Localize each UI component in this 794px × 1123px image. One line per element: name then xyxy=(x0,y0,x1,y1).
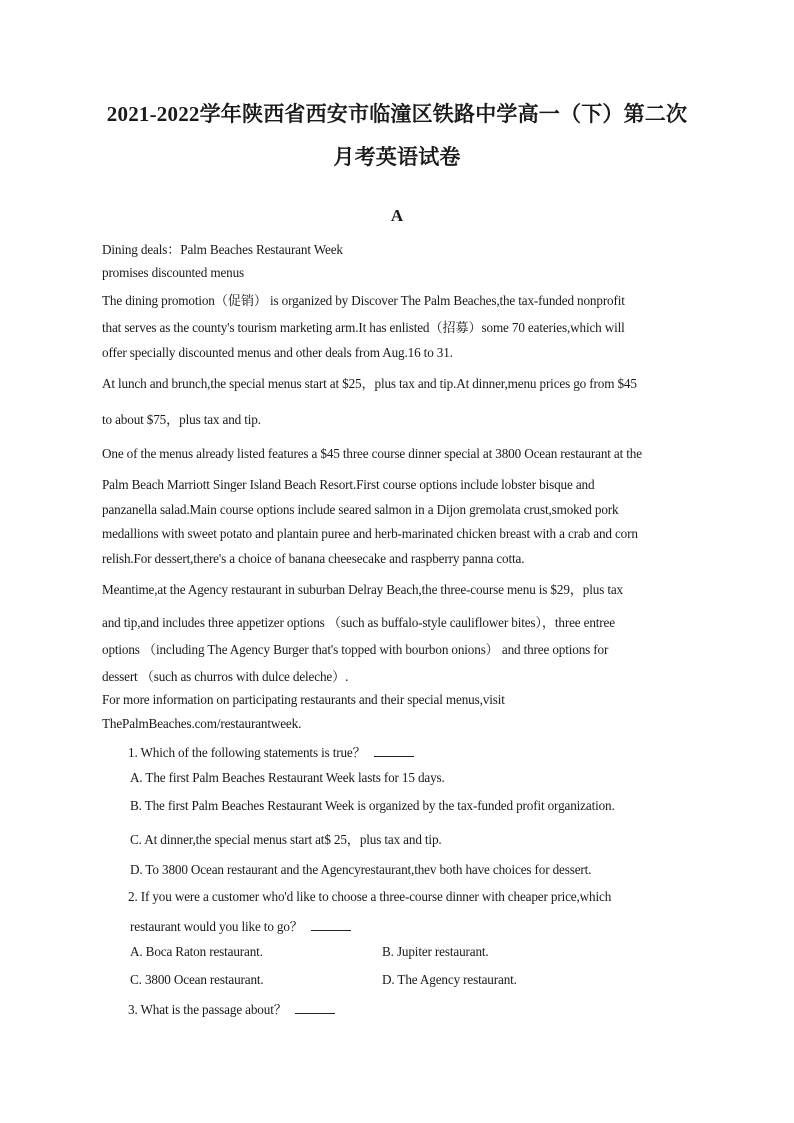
passage-line: to about $75，plus tax and tip. xyxy=(102,412,261,427)
option-b: B. Jupiter restaurant. xyxy=(382,944,489,959)
passage-line: options （including The Agency Burger that's topped with bourbon onions） and three options for xyxy=(102,642,609,657)
option-d: D. To 3800 Ocean restaurant and the Agencyrestaurant,thev both have choices for dessert. xyxy=(130,862,592,877)
passage-subheadline: promises discounted menus xyxy=(102,265,245,280)
question-stem: 2. If you were a customer who'd like to choose a three-course dinner with cheaper price,which xyxy=(128,889,612,904)
option-a: A. Boca Raton restaurant. xyxy=(130,944,263,959)
answer-blank[interactable] xyxy=(374,745,414,757)
answer-blank[interactable] xyxy=(295,1002,335,1014)
answer-blank[interactable] xyxy=(311,919,351,931)
passage-line: medallions with sweet potato and plantain puree and herb-marinated chicken breast with a crab and corn xyxy=(102,526,638,541)
passage-line: One of the menus already listed features a $45 three course dinner special at 3800 Ocean restaurant at the xyxy=(102,446,642,461)
passage-line: dessert （such as churros with dulce deleche）. xyxy=(102,669,349,684)
question-stem xyxy=(128,742,414,761)
passage-line: For more information on participating restaurants and their special menus,visit xyxy=(102,692,505,707)
passage-line: Meantime,at the Agency restaurant in suburban Delray Beach,the three-course menu is $29，plus tax xyxy=(102,582,623,597)
passage-line: that serves as the county's tourism marketing arm.It has enlisted（招募）some 70 eateries,which will xyxy=(102,320,625,335)
passage-line: Palm Beach Marriott Singer Island Beach Resort.First course options include lobster bisque and xyxy=(102,477,595,492)
option-d: D. The Agency restaurant. xyxy=(382,972,517,987)
exam-title-line-1: 2021-2022学年陕西省西安市临潼区铁路中学高一（下）第二次 xyxy=(106,102,688,126)
question-text: restaurant would you like to go？ xyxy=(130,919,303,934)
section-heading: A xyxy=(390,206,404,225)
passage-link-text: ThePalmBeaches.com/restaurantweek. xyxy=(102,716,302,731)
option-c: C. At dinner,the special menus start at$ 25，plus tax and tip. xyxy=(130,832,442,847)
passage-line: panzanella salad.Main course options include seared salmon in a Dijon gremolata crust,smoked pork xyxy=(102,502,619,517)
passage-line: The dining promotion（促销） is organized by Discover The Palm Beaches,the tax-funded nonprofit xyxy=(102,293,625,308)
passage-line: At lunch and brunch,the special menus start at $25，plus tax and tip.At dinner,menu prices go from $45 xyxy=(102,376,637,391)
option-c: C. 3800 Ocean restaurant. xyxy=(130,972,264,987)
exam-title-line-2: 月考英语试卷 xyxy=(333,145,461,169)
passage-line: and tip,and includes three appetizer options （such as buffalo-style cauliflower bites），three entree xyxy=(102,615,615,630)
question-stem-continued xyxy=(130,916,351,935)
passage-line: offer specially discounted menus and other deals from Aug.16 to 31. xyxy=(102,345,453,360)
passage-line: relish.For dessert,there's a choice of banana cheesecake and raspberry panna cotta. xyxy=(102,551,525,566)
option-b: B. The first Palm Beaches Restaurant Week is organized by the tax-funded profit organization. xyxy=(130,798,615,813)
question-text: 1. Which of the following statements is true？ xyxy=(128,745,366,760)
question-stem xyxy=(128,999,335,1018)
question-text: 3. What is the passage about？ xyxy=(128,1002,287,1017)
passage-headline: Dining deals：Palm Beaches Restaurant Week xyxy=(102,242,343,257)
option-a: A. The first Palm Beaches Restaurant Week lasts for 15 days. xyxy=(130,770,445,785)
